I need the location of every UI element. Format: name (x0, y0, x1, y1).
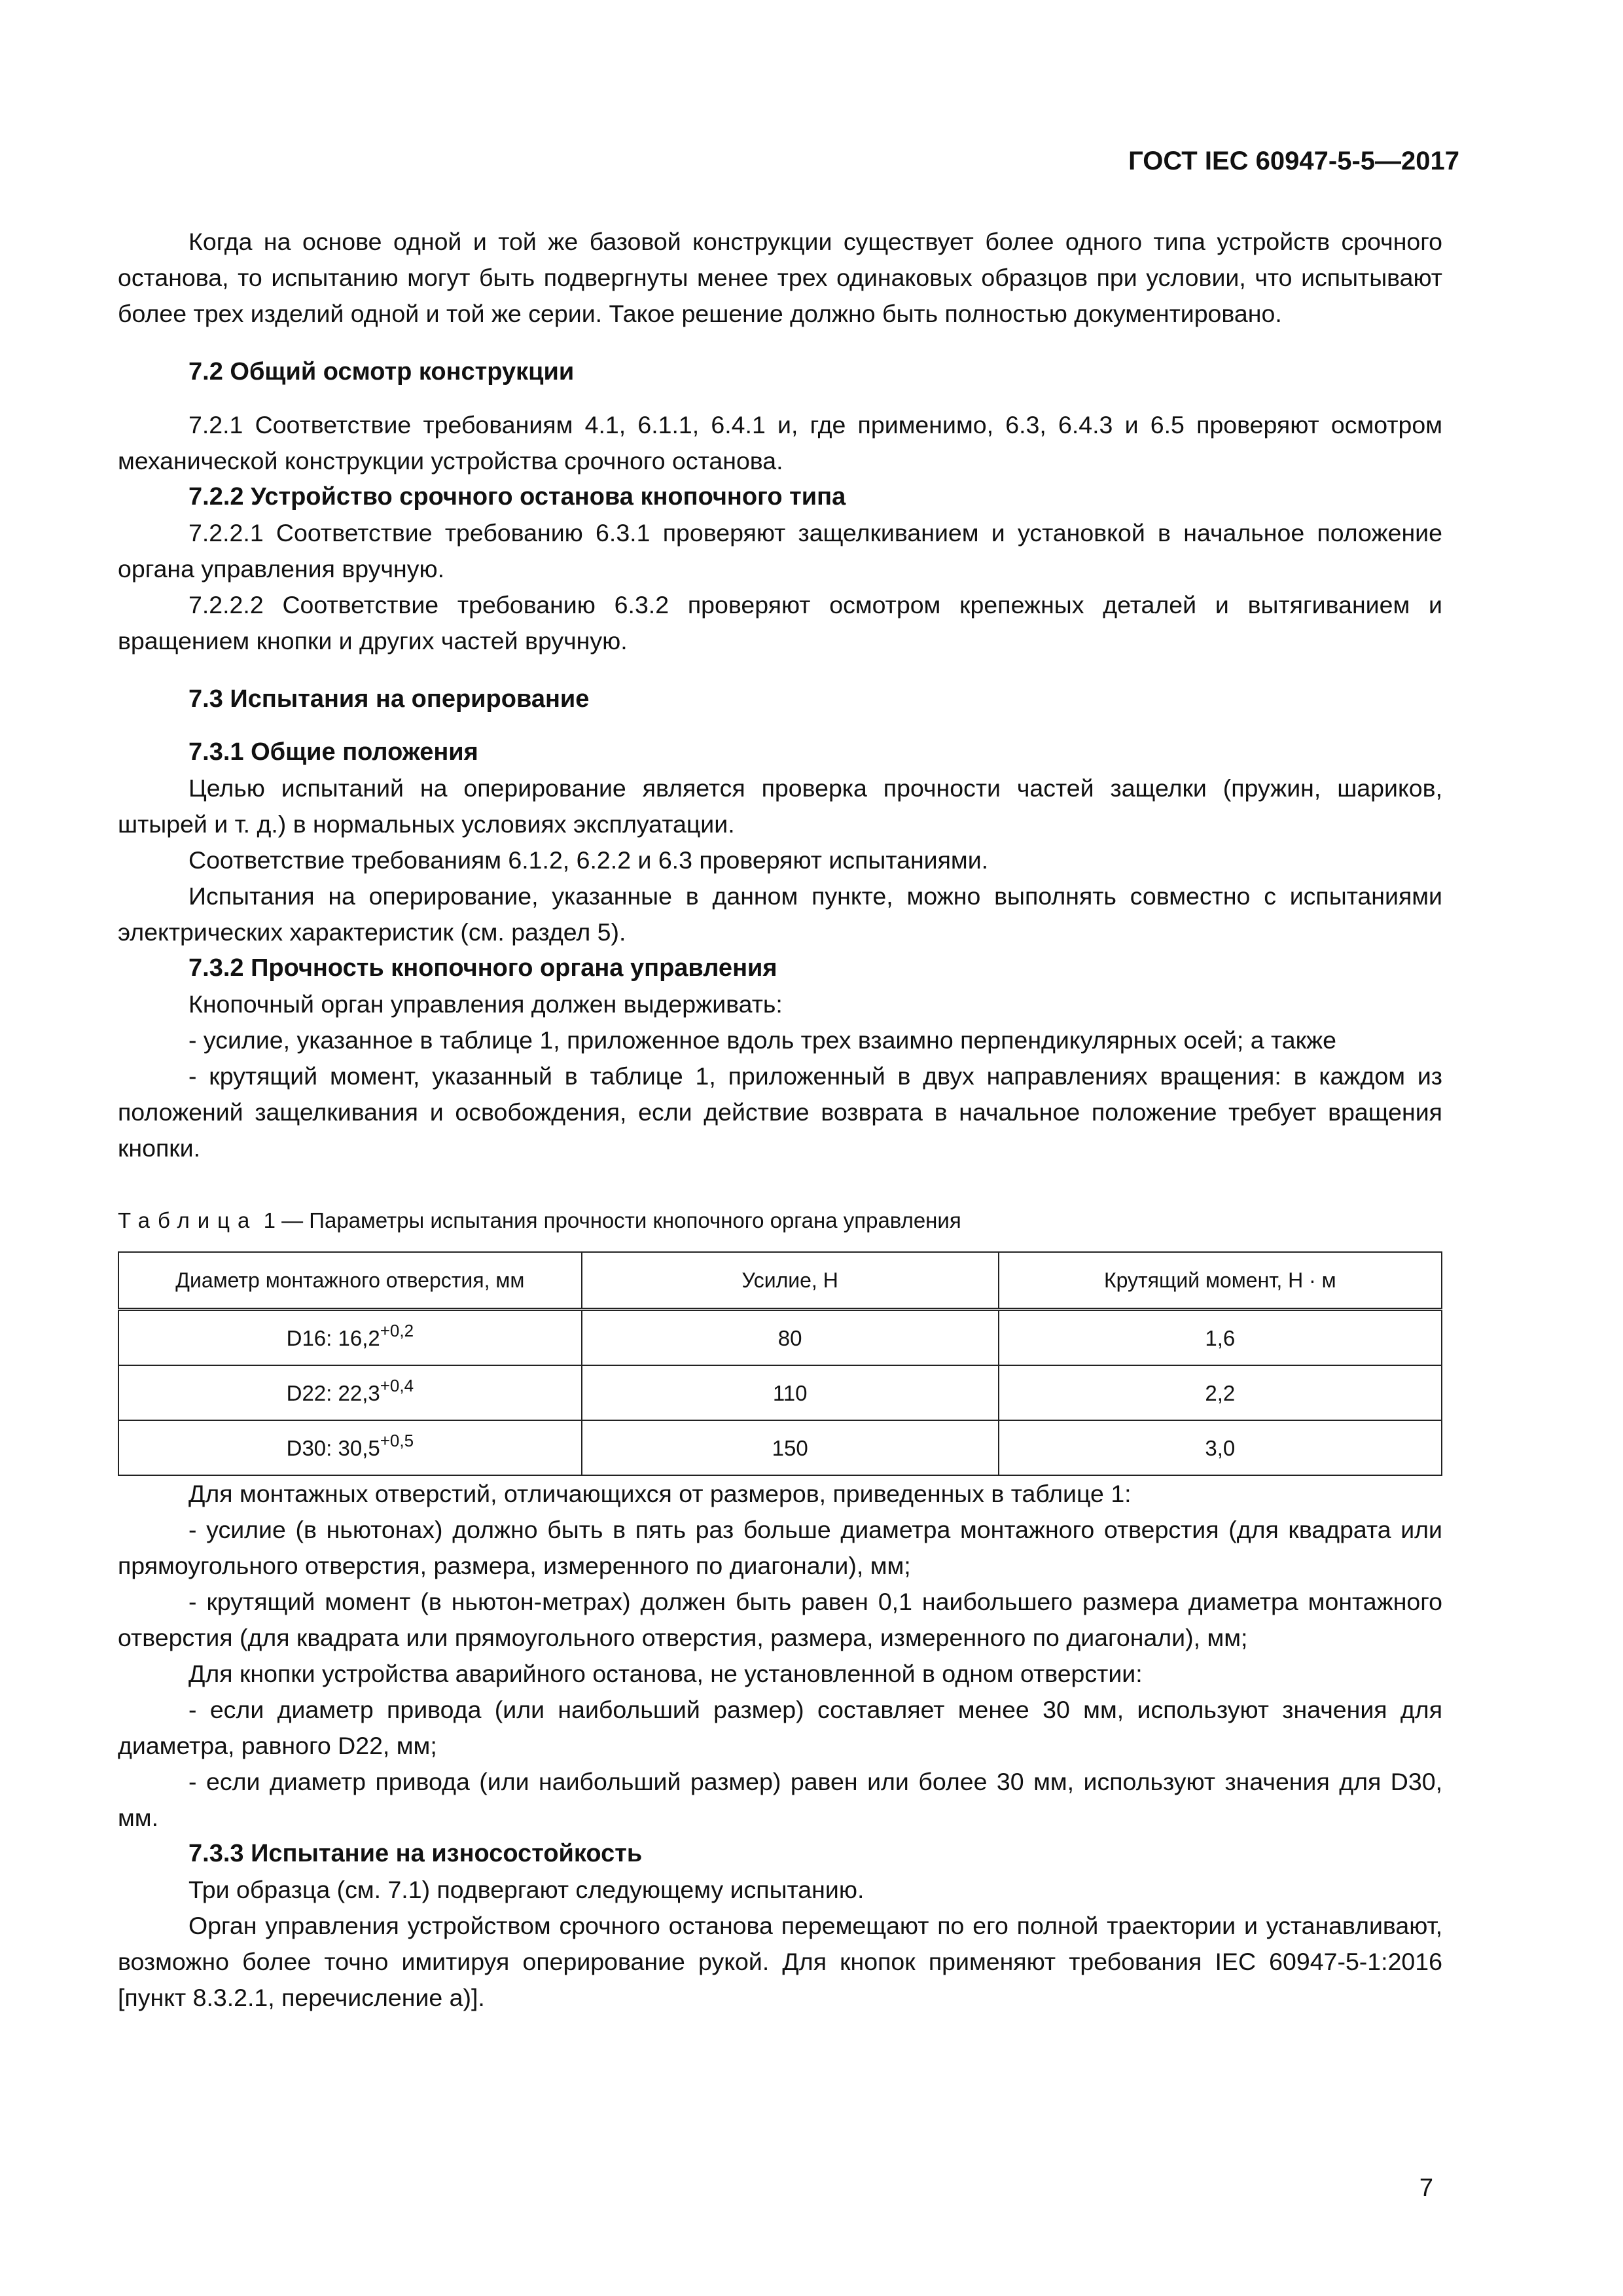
clause-7-3-3-p3: Три образца (см. 7.1) подвергают следующему испытанию. (188, 1876, 865, 1903)
tolerance-value: +0,2 (380, 1320, 414, 1340)
clause-7-3-3-p4: Орган управления устройством срочного останова перемещают по его полной траектории и устанавливают, возможно более точно имитируя оперирование рукой. Для кнопок применяют требования IEC 60947-5-1:2016 [пункт 8.3.2.1, перечисление а)]. (118, 1912, 1442, 2011)
table-caption-number: 1 (263, 1208, 276, 1232)
cell-torque: 2,2 (999, 1365, 1442, 1420)
table-row (118, 1310, 1442, 1366)
clause-7-3-2-heading: 7.3.2 Прочность кнопочного органа управления (188, 954, 777, 982)
clause-7-2-2-2: 7.2.2.2 Соответствие требованию 6.3.2 проверяют осмотром крепежных деталей и вытягиванием и вращением кнопки и других частей вручную. (118, 591, 1442, 655)
clause-7-3-2-item2: - крутящий момент, указанный в таблице 1, приложенный в двух направлениях вращения: в каждом из положений защелкивания и освобождения, если действие возврата в начальное положение требует вращения кнопки. (118, 1062, 1442, 1162)
section-7-3-heading: 7.3 Испытания на оперирование (188, 685, 590, 713)
cell-torque: 1,6 (999, 1310, 1442, 1366)
after-table-p2: Для кнопки устройства аварийного останова, не установленной в одном отверстии: (188, 1660, 1143, 1687)
clause-7-3-2-p4: Кнопочный орган управления должен выдерживать: (188, 990, 783, 1018)
after-table-item1: - усилие (в ньютонах) должно быть в пять раз больше диаметра монтажного отверстия (для квадрата или прямоугольного отверстия, размера, измеренного по диагонали), мм; (118, 1516, 1442, 1579)
after-table-item4: - если диаметр привода (или наибольший размер) равен или более 30 мм, используют значения для D30, мм. (118, 1768, 1442, 1831)
section-7-2-heading: 7.2 Общий осмотр конструкции (188, 358, 575, 386)
after-table-p1: Для монтажных отверстий, отличающихся от размеров, приведенных в таблице 1: (188, 1480, 1132, 1507)
page-content (118, 224, 1442, 2016)
cell-force: 150 (582, 1420, 999, 1475)
clause-7-3-1-p1: Целью испытаний на оперирование является проверка прочности частей защелки (пружин, шариков, штырей и т. д.) в нормальных условиях эксплуатации. (118, 774, 1442, 838)
cell-torque: 3,0 (999, 1420, 1442, 1475)
diameter-value: D22: 22,3 (286, 1380, 380, 1405)
diameter-value: D30: 30,5 (286, 1435, 380, 1460)
after-table-item3: - если диаметр привода (или наибольший размер) составляет менее 30 мм, используют значения для диаметра, равного D22, мм; (118, 1696, 1442, 1759)
clause-7-3-1-p2: Соответствие требованиям 6.1.2, 6.2.2 и 6.3 проверяют испытаниями. (188, 846, 989, 874)
column-header-torque: Крутящий момент, Н · м (999, 1252, 1442, 1310)
column-header-diameter: Диаметр монтажного отверстия, мм (118, 1252, 582, 1310)
cell-diameter (118, 1310, 582, 1366)
intro-paragraph: Когда на основе одной и той же базовой конструкции существует более одного типа устройств срочного останова, то испытанию могут быть подвергнуты менее трех одинаковых образцов при условии, что испытывают более трех изделий одной и той же серии. Такое решение должно быть полностью документировано. (118, 228, 1442, 327)
tolerance-value: +0,4 (380, 1375, 414, 1395)
cell-diameter (118, 1365, 582, 1420)
table-header-row (118, 1252, 1442, 1310)
cell-force: 80 (582, 1310, 999, 1366)
clause-7-3-3-heading: 7.3.3 Испытание на износостойкость (188, 1840, 643, 1867)
table-caption-text: — Параметры испытания прочности кнопочного органа управления (281, 1208, 961, 1232)
standard-code-header: ГОСТ IEC 60947-5-5—2017 (1128, 147, 1459, 175)
clause-7-3-1-p3: Испытания на оперирование, указанные в данном пункте, можно выполнять совместно с испытаниями электрических характеристик (см. раздел 5). (118, 882, 1442, 946)
clause-7-2-1: 7.2.1 Соответствие требованиям 4.1, 6.1.1, 6.4.1 и, где применимо, 6.3, 6.4.3 и 6.5 проверяют осмотром механической конструкции устройства срочного останова. (118, 411, 1442, 475)
table-row (118, 1420, 1442, 1475)
cell-force: 110 (582, 1365, 999, 1420)
table-row (118, 1365, 1442, 1420)
clause-7-3-1-heading: 7.3.1 Общие положения (188, 738, 478, 766)
diameter-value: D16: 16,2 (286, 1325, 380, 1350)
tolerance-value: +0,5 (380, 1430, 414, 1450)
clause-7-2-2-1: 7.2.2.1 Соответствие требованию 6.3.1 проверяют защелкиванием и установкой в начальное положение органа управления вручную. (118, 519, 1442, 583)
table-caption (118, 1206, 1442, 1236)
after-table-item2: - крутящий момент (в ньютон-метрах) должен быть равен 0,1 наибольшего размера диаметра монтажного отверстия (для квадрата или прямоугольного отверстия, размера, измеренного по диагонали), мм; (118, 1588, 1442, 1651)
table-caption-word: Таблица (118, 1208, 258, 1232)
column-header-force: Усилие, Н (582, 1252, 999, 1310)
cell-diameter (118, 1420, 582, 1475)
page-number: 7 (1419, 2174, 1433, 2202)
clause-7-3-2-item1: - усилие, указанное в таблице 1, приложенное вдоль трех взаимно перпендикулярных осей; а также (188, 1026, 1336, 1054)
clause-7-2-2-heading: 7.2.2 Устройство срочного останова кнопочного типа (188, 483, 846, 511)
test-parameters-table (118, 1251, 1442, 1476)
